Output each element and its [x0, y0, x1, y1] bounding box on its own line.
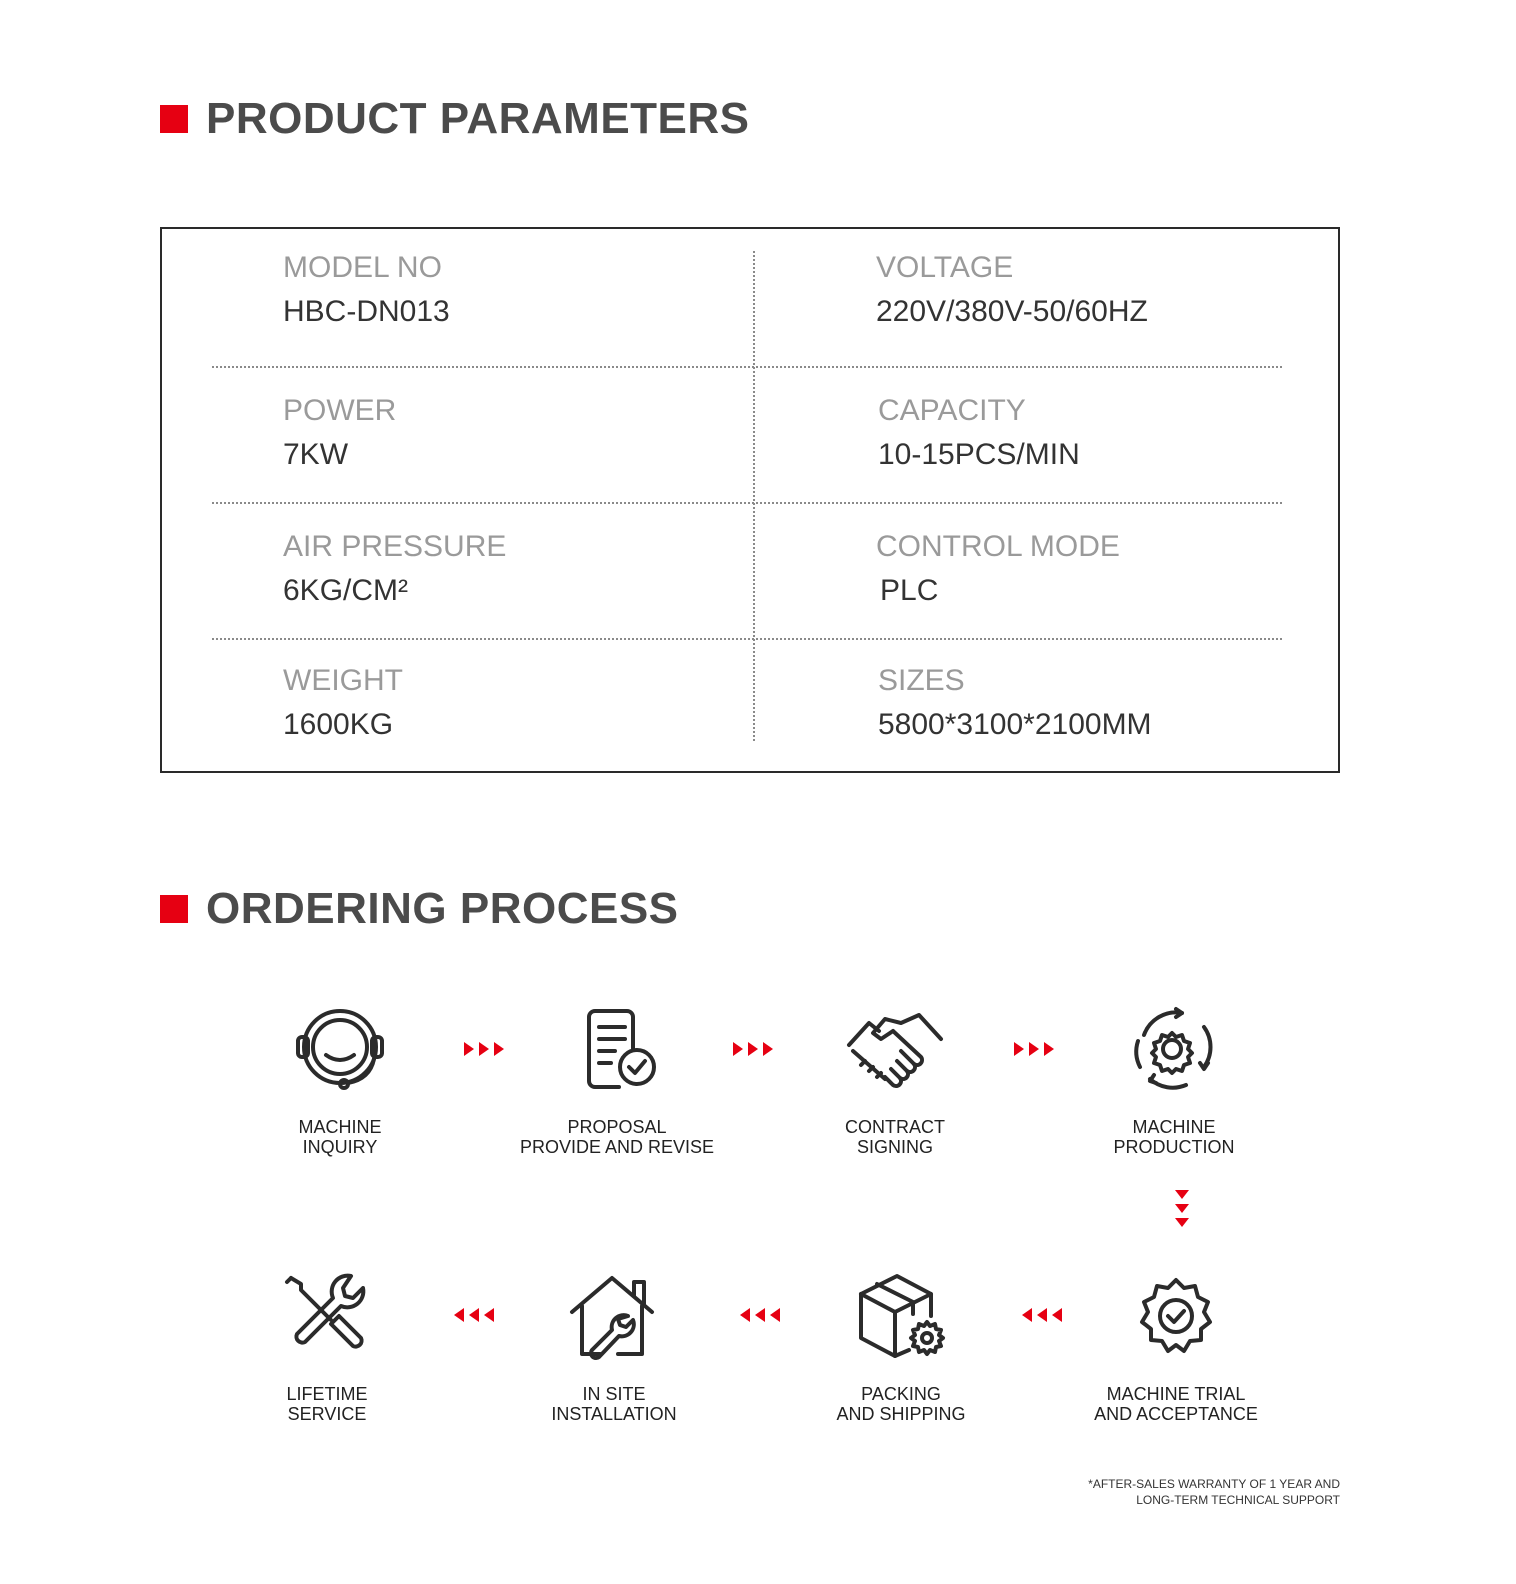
arrow-down-icon — [1175, 1190, 1189, 1230]
step-caption: MACHINE PRODUCTION — [1113, 1117, 1235, 1157]
warranty-note-line: LONG-TERM TECHNICAL SUPPORT — [1136, 1493, 1340, 1507]
step-in-site-installation — [494, 1272, 734, 1424]
param-label: POWER — [283, 394, 397, 427]
arrow-left-icon — [740, 1308, 782, 1322]
column-divider — [753, 251, 755, 741]
param-sizes — [878, 662, 1152, 744]
param-power — [283, 392, 396, 474]
step-caption: IN SITE INSTALLATION — [551, 1384, 677, 1424]
step-caption: PACKING AND SHIPPING — [836, 1384, 966, 1424]
step-contract-signing — [775, 1005, 1015, 1157]
param-value: 5800*3100*2100MM — [878, 708, 1152, 741]
row-divider — [212, 502, 1282, 504]
heading-marker — [160, 895, 188, 923]
step-caption: PROPOSAL PROVIDE AND REVISE — [519, 1117, 715, 1157]
parameters-table — [160, 227, 1340, 773]
step-caption: MACHINE INQUIRY — [298, 1117, 382, 1157]
document-check-icon — [567, 1005, 667, 1093]
param-capacity — [878, 392, 1080, 474]
box-gear-icon — [851, 1272, 951, 1360]
warranty-note — [1088, 1476, 1340, 1508]
badge-check-icon — [1126, 1272, 1226, 1360]
heading-marker — [160, 105, 188, 133]
param-label: VOLTAGE — [876, 251, 1014, 284]
product-parameters-heading — [160, 94, 750, 144]
param-voltage — [876, 249, 1148, 331]
param-value: 6KG/CM² — [283, 574, 409, 607]
param-air-pressure — [283, 528, 506, 610]
param-label: WEIGHT — [283, 664, 403, 697]
product-parameters-title: PRODUCT PARAMETERS — [206, 94, 750, 143]
param-label: CAPACITY — [878, 394, 1026, 427]
param-value: 220V/380V-50/60HZ — [876, 295, 1148, 328]
headset-icon — [290, 1005, 390, 1093]
param-label: CONTROL MODE — [876, 530, 1120, 563]
param-value: HBC-DN013 — [283, 295, 450, 328]
step-caption: LIFETIME SERVICE — [286, 1384, 368, 1424]
step-lifetime-service — [207, 1272, 447, 1424]
row-divider — [212, 638, 1282, 640]
step-caption: MACHINE TRIAL AND ACCEPTANCE — [1094, 1384, 1258, 1424]
step-machine-production — [1054, 1005, 1294, 1157]
param-value: 7KW — [283, 438, 349, 471]
ordering-process-heading — [160, 884, 679, 934]
ordering-process-title: ORDERING PROCESS — [206, 884, 679, 933]
step-machine-trial — [1056, 1272, 1296, 1424]
step-proposal — [497, 1005, 737, 1157]
row-divider — [212, 366, 1282, 368]
param-control-mode — [876, 528, 1120, 610]
step-packing-shipping — [781, 1272, 1021, 1424]
arrow-right-icon — [1014, 1042, 1056, 1056]
step-machine-inquiry — [220, 1005, 460, 1157]
arrow-right-icon — [464, 1042, 506, 1056]
tools-icon — [277, 1272, 377, 1360]
gear-cycle-icon — [1124, 1005, 1224, 1093]
warranty-note-line: *AFTER-SALES WARRANTY OF 1 YEAR AND — [1088, 1477, 1340, 1491]
arrow-right-icon — [733, 1042, 775, 1056]
arrow-left-icon — [454, 1308, 496, 1322]
step-caption: CONTRACT SIGNING — [845, 1117, 945, 1157]
house-wrench-icon — [564, 1272, 664, 1360]
param-value: 10-15PCS/MIN — [878, 438, 1080, 471]
param-model-no — [283, 249, 450, 331]
handshake-icon — [845, 1005, 945, 1093]
param-value: 1600KG — [283, 708, 394, 741]
param-label: SIZES — [878, 664, 965, 697]
param-value: PLC — [880, 574, 939, 607]
param-label: MODEL NO — [283, 251, 442, 284]
param-weight — [283, 662, 403, 744]
param-label: AIR PRESSURE — [283, 530, 507, 563]
arrow-left-icon — [1022, 1308, 1064, 1322]
